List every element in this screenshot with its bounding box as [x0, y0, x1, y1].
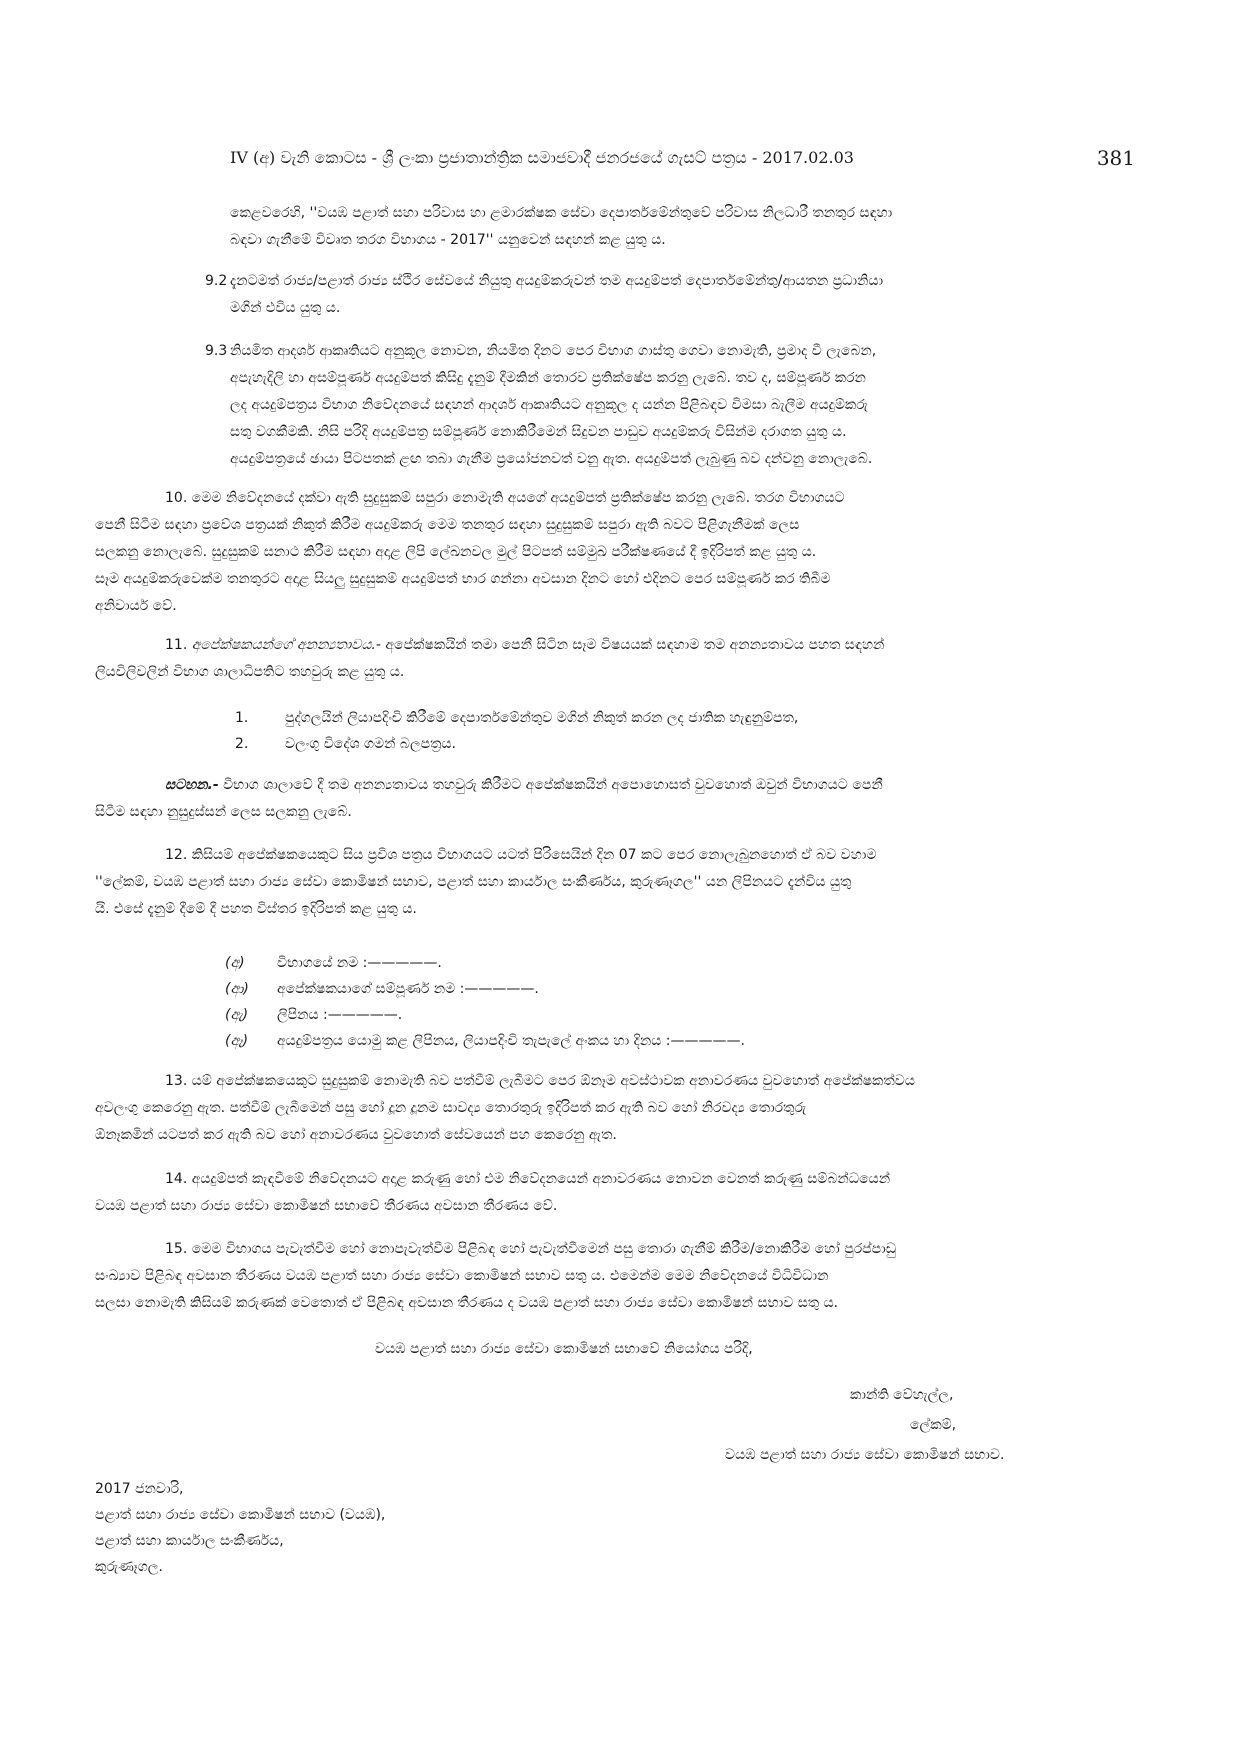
list-item — [235, 705, 798, 731]
text-line: 12. කිසියම් අපේක්ෂකයෙකුට සිය ප්‍රවිශ පත්‍රය විභාගයට යටත් පිරිසෙයින් දින 07 කට පෙර නොලැබුනහොත් ඒ බව වහාම — [165, 847, 877, 863]
section-9-2-number: 9.2 — [205, 273, 228, 289]
text-line: සිටීම සඳහා නුසුදුස්සන් ලෙස සලකනු ලැබේ. — [95, 804, 352, 820]
text-line: සෑම අයදුම්කරුවෙක්ම තනතුරට අදාළ සියලු සුදුසුකම් අයදුම්පත් භාර ගන්නා අවසාන දිනට හෝ එදිනට පෙර සම්පූර්ණ කර තිබීම — [95, 571, 831, 587]
section-9-3-number: 9.3 — [205, 343, 228, 359]
list-item-text: වලංගු විදේශ ගමන් බලපත්‍රය. — [285, 736, 456, 752]
section-9-3 — [230, 338, 1130, 473]
text-line: 15. මෙම විභාගය පැවැත්වීම හෝ නොපැවැත්වීම පිළිබඳ හෝ පැවැත්වීමෙන් පසු තොරා ගැනීම් කිරීම/නොකිරීම හෝ පුරප්පාඩු — [165, 1241, 897, 1257]
section-12 — [95, 842, 1130, 923]
text-line: ඕනෑකමින් යටපත් කර ඇති බව හෝ අනාවරණය වුවහොත් සේවයෙන් පහ කෙරෙනු ඇත. — [95, 1127, 617, 1143]
note-first-line — [95, 772, 1130, 799]
note-text: විභාග ශාලාවේ දී තම අනන්‍යතාවය තහවුරු කිරීමට අපේක්ෂකයින් අපොහොසත් වුවහොත් ඔවුන් විභාගයට පෙනී — [223, 777, 883, 793]
signatory-title: ලේකම්, — [910, 1417, 957, 1433]
detail-item — [225, 976, 539, 1002]
text-line: කෙළවරෙහි, ''වයඹ පළාත් සහා පරිවාස හා ළමාරක්ෂක සේවා දෙපාර්තමේන්තුවේ පරිවාස නිලධාරී තනතුර සඳහා — [230, 205, 893, 221]
list-item-text: පුද්ගලයින් ලියාපදිංචි කිරීමේ දෙපාර්තමේන්තුව මගින් නිකුත් කරන ලද ජාතික හැඳුනුම්පත, — [285, 710, 799, 726]
intro-paragraph — [230, 200, 1130, 254]
detail-item — [225, 1028, 745, 1054]
note-paragraph — [95, 772, 1130, 826]
detail-item-text: අයදුම්පත්‍රය යොමු කළ ලිපිනය, ලියාපදිංචි තැපැලේ අංකය හා දිනය :—————. — [277, 1033, 745, 1049]
detail-item-label: (ඈ) — [225, 1033, 249, 1049]
detail-item-text: විභාගයේ නම :—————. — [277, 955, 442, 971]
text-line: අයදුම්පත්‍රයේ ඡායා පිටපතක් ළඟ තබා ගැනීම ප්‍රයෝජනවත් වනු ඇත. අයදුම්පත් ලැබුණු බව දන්වනු නොලැබේ. — [230, 451, 873, 467]
text-line: සංඛ්‍යාව පිළිබඳ අවසාන තීරණය වයඹ පළාත් සහා රාජ්‍ය සේවා කොමිෂන් සභාව සතු ය. එමෙන්ම මෙම නිවේදනයේ විධිවිධාන — [95, 1268, 829, 1284]
detail-item-label: (ඇ) — [225, 1007, 249, 1023]
section-13 — [95, 1068, 1130, 1149]
signatory-office: වයඹ පළාත් සහා රාජ්‍ය සේවා කොමිෂන් සභාව. — [725, 1447, 1005, 1463]
text-line: දැනටමත් රාජ්‍ය/පළාත් රාජ්‍ය ස්ථිර සේවයේ නියුතු අයදුම්කරුවන් තම අයදුම්පත් දෙපාර්තමේන්තු/ආයතන ප්‍රධානියා — [230, 273, 884, 289]
section-11-number: 11. — [165, 637, 188, 653]
section-11-first-line — [95, 632, 1130, 659]
header-title: IV (අ) වැනි කොටස - ශ්‍රී ලංකා ප්‍රජාතාන්ත්‍රික සමාජවාදී ජනරජයේ ගැසට් පත්‍රය - 2017.02.03 — [230, 148, 854, 167]
note-label: සටහන.- — [165, 777, 219, 793]
text-line: අවලංගු කෙරෙනු ඇත. පත්වීම් ලැබීමෙන් පසු හෝ දූන දූනම සාවද්‍ය තොරතුරු ඉදිරිපත් කර ඇති බව හෝ නිරවද්‍ය තොරතුරු — [95, 1100, 807, 1116]
text-line: ''ලේකම්, වයඹ පළාත් සහා රාජ්‍ය සේවා කොමිෂන් සභාව, පළාත් සහා කාර්යාල සංකීර්ණය, කුරුණෑගල'' යන ලිපිනයට දැන්විය යුතු — [95, 874, 852, 890]
text-line: ලියවිලිවලින් විභාග ශාලාධිපතිට තහවුරු කළ යුතු ය. — [95, 664, 405, 680]
text-line: පෙනී සිටීම සඳහා ප්‍රවේශ පත්‍රයක් නිකුත් කිරීම අයදුම්කරු මෙම තනතුර සඳහා සුදුසුකම් සපුරා ඇති බවට පිළිගැනීමක් ලෙස — [95, 517, 800, 533]
section-11-text: අපේක්ෂකයින් තමා පෙනී සිටින සෑම විෂයයක් සඳහාම තම අනන්‍යතාවය පහත සඳහන් — [385, 637, 885, 653]
list-item-number: 1. — [235, 710, 249, 726]
address-date: 2017 ජනවාරි, — [95, 1481, 184, 1497]
section-14 — [95, 1166, 1130, 1220]
list-item — [235, 731, 456, 757]
section-15 — [95, 1236, 1130, 1317]
text-line: යි. එසේ දැනුම් දීමේ දී පහත විස්තර ඉදිරිපත් කළ යුතු ය. — [95, 901, 417, 917]
page-header — [230, 148, 1135, 184]
section-9-2 — [230, 268, 1130, 322]
detail-item-text: අපේක්ෂකයාගේ සම්පූර්ණ නම :—————. — [277, 981, 539, 997]
text-line: සතු වගකීමකි. නිසි පරිදි අයදුම්පත්‍ර සම්පූර්ණ නොකිරීමෙන් සිදුවන පාඩුව අයදුම්කරු විසින්ම දරාගත යුතු ය. — [230, 424, 847, 440]
address-line: කුරුණෑගල. — [95, 1559, 163, 1575]
text-line: සලසා නොමැති කිසියම් කරුණක් වෙතොත් ඒ පිළිබඳ අවසාන තීරණය ද වයඹ පළාත් සහා රාජ්‍ය සේවා කොමිෂන් සභාව සතු ය. — [95, 1295, 839, 1311]
page-number: 381 — [1096, 146, 1135, 170]
address-line: පළාත් සහා රාජ්‍ය සේවා කොමිෂන් සභාව (වයඹ), — [95, 1507, 386, 1523]
list-item-number: 2. — [235, 736, 249, 752]
text-line: නියමිත ආදර්ශ ආකෘතියට අනුකූල නොවන, නියමිත දිනට පෙර විභාග ගාස්තු ගෙවා නොමැති, ප්‍රමාද වී ලැබෙන, — [230, 343, 877, 359]
detail-item-text: ලිපිනය :—————. — [277, 1007, 403, 1023]
section-10 — [95, 485, 1130, 620]
text-line: අනිවාර්ය වේ. — [95, 598, 177, 614]
text-line: 13. යම් අපේක්ෂකයෙකුට සුදුසුකම් නොමැති බව පත්වීම් ලැබීමට පෙර ඕනෑම අවස්ථාවක අනාවරණය වුවහොත් අපේක්ෂකත්වය — [165, 1073, 915, 1089]
text-line: වයඹ පළාත් සහා රාජ්‍ය සේවා කොමිෂන් සභාවේ තීරණය අවසාන තීරණය වේ. — [95, 1198, 558, 1214]
text-line: 10. මෙම නිවේදනයේ දක්වා ඇති සුදුසුකම් සපුරා නොමැති අයගේ අයදුම්පත් ප්‍රතික්ෂේප කරනු ලැබේ. තරග විභාගයට — [165, 490, 845, 506]
section-11-heading: අපේක්ෂකයන්ගේ අනන්‍යතාවය.- — [191, 637, 381, 653]
order-line: වයඹ පළාත් සහා රාජ්‍ය සේවා කොමිෂන් සභාවේ නියෝගය පරිදි, — [375, 1341, 753, 1357]
section-11 — [95, 632, 1130, 686]
text-line: මගින් එවිය යුතු ය. — [230, 300, 341, 316]
detail-item-label: (ආ) — [225, 981, 249, 997]
text-line: අපැහැදිලි හා අසම්පූර්ණ අයදුම්පත් කිසිදු දැනුම් දීමකින් තොරව ප්‍රතික්ෂේප කරනු ලැබේ. තව ද, සම්පූර්ණ කරන — [230, 370, 866, 386]
text-line: බඳවා ගැනීමේ විවෘත තරග විභාගය - 2017'' යනුවෙන් සඳහන් කළ යුතු ය. — [230, 232, 666, 248]
address-line: පළාත් සහා කාර්යාල සංකීර්ණය, — [95, 1533, 284, 1549]
detail-item — [225, 950, 442, 976]
detail-item-label: (අ) — [225, 955, 245, 971]
detail-item — [225, 1002, 402, 1028]
text-line: සලකනු නොලැබේ. සුදුසුකම් සනාථ කිරීම සඳහා අදාළ ලිපි ලේඛනවල මුල් පිටපත් සම්මුඛ පරීක්ෂණයේ දී ඉදිරිපත් කළ යුතු ය. — [95, 544, 817, 560]
signatory-name: කාන්ති වේහැල්ල, — [850, 1387, 954, 1403]
text-line: ලද අයදුම්පත්‍රය විභාග නිවේදනයේ සඳහන් ආදර්ශ ආකෘතියට අනුකූල ද යන්න පිළිබඳව විමසා බැලීම අයදුම්කරු — [230, 397, 868, 413]
text-line: 14. අයදුම්පත් කැඳවීමේ නිවේදනයට අදාළ කරුණු හෝ එම නිවේදනයෙන් අනාවරණය නොවන වෙනත් කරුණු සම්බන්ධයෙන් — [165, 1171, 891, 1187]
